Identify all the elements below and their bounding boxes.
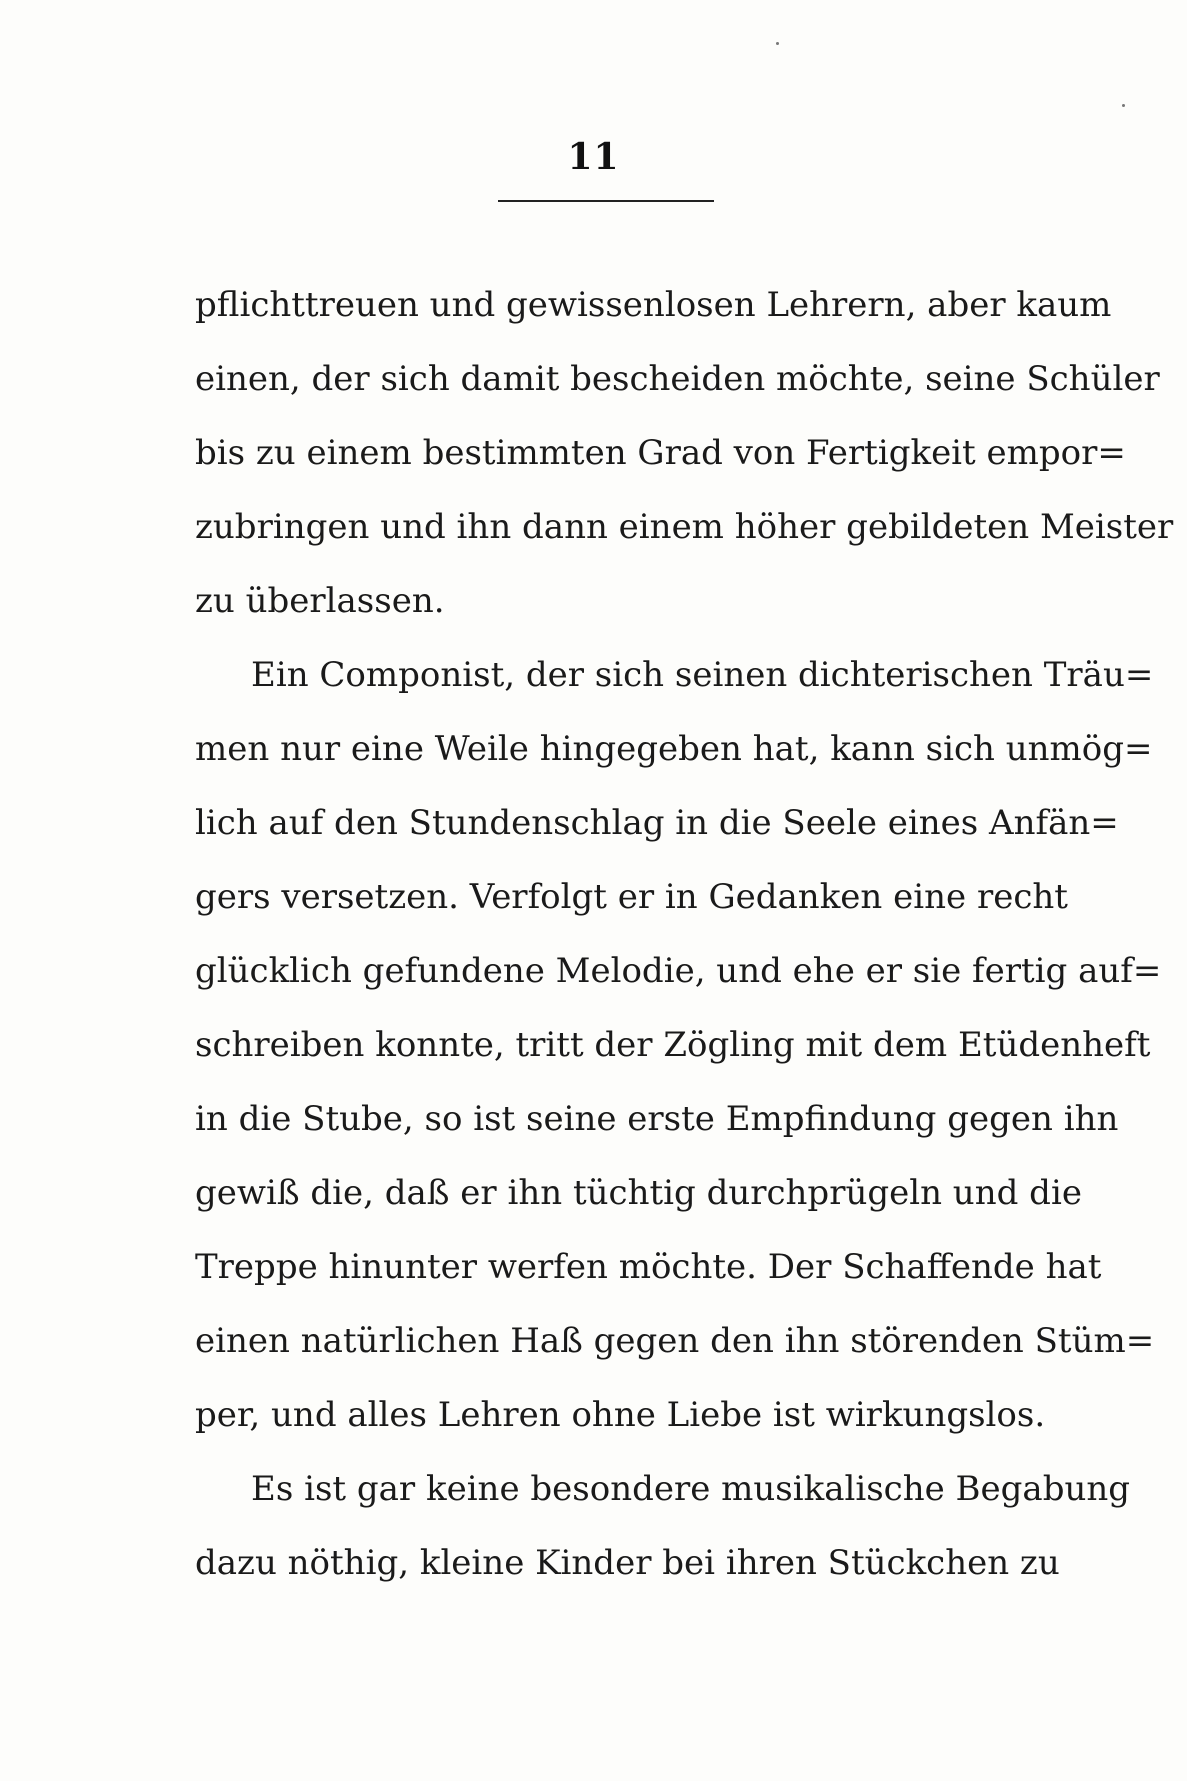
text-line: pflichttreuen und gewissenlosen Lehrern, aber kaum xyxy=(195,285,1112,325)
text-line: zubringen und ihn dann einem höher gebildeten Meister xyxy=(195,507,1174,547)
text-line: glücklich gefundene Melodie, und ehe er sie fertig auf= xyxy=(195,951,1162,991)
text-line: Ein Componist, der sich seinen dichterischen Träu= xyxy=(251,655,1154,695)
text-line: einen natürlichen Haß gegen den ihn störenden Stüm= xyxy=(195,1321,1155,1361)
text-line: zu überlassen. xyxy=(195,581,445,621)
text-line: schreiben konnte, tritt der Zögling mit dem Etüdenheft xyxy=(195,1025,1151,1065)
text-line: bis zu einem bestimmten Grad von Fertigkeit empor= xyxy=(195,433,1126,473)
paper-speck xyxy=(776,42,779,45)
header-rule xyxy=(498,200,714,202)
text-line: in die Stube, so ist seine erste Empfindung gegen ihn xyxy=(195,1099,1119,1139)
page-number: 11 xyxy=(567,136,620,178)
text-line: gers versetzen. Verfolgt er in Gedanken eine recht xyxy=(195,877,1068,917)
text-line: men nur eine Weile hingegeben hat, kann sich unmög= xyxy=(195,729,1153,769)
text-line: per, und alles Lehren ohne Liebe ist wirkungslos. xyxy=(195,1395,1046,1435)
text-line: gewiß die, daß er ihn tüchtig durchprügeln und die xyxy=(195,1173,1082,1213)
text-line: dazu nöthig, kleine Kinder bei ihren Stückchen zu xyxy=(195,1543,1060,1583)
text-line: einen, der sich damit bescheiden möchte, seine Schüler xyxy=(195,359,1160,399)
text-line: Treppe hinunter werfen möchte. Der Schaffende hat xyxy=(195,1247,1102,1287)
text-line: lich auf den Stundenschlag in die Seele eines Anfän= xyxy=(195,803,1119,843)
paper-speck xyxy=(1122,104,1125,107)
text-line: Es ist gar keine besondere musikalische Begabung xyxy=(251,1469,1131,1509)
